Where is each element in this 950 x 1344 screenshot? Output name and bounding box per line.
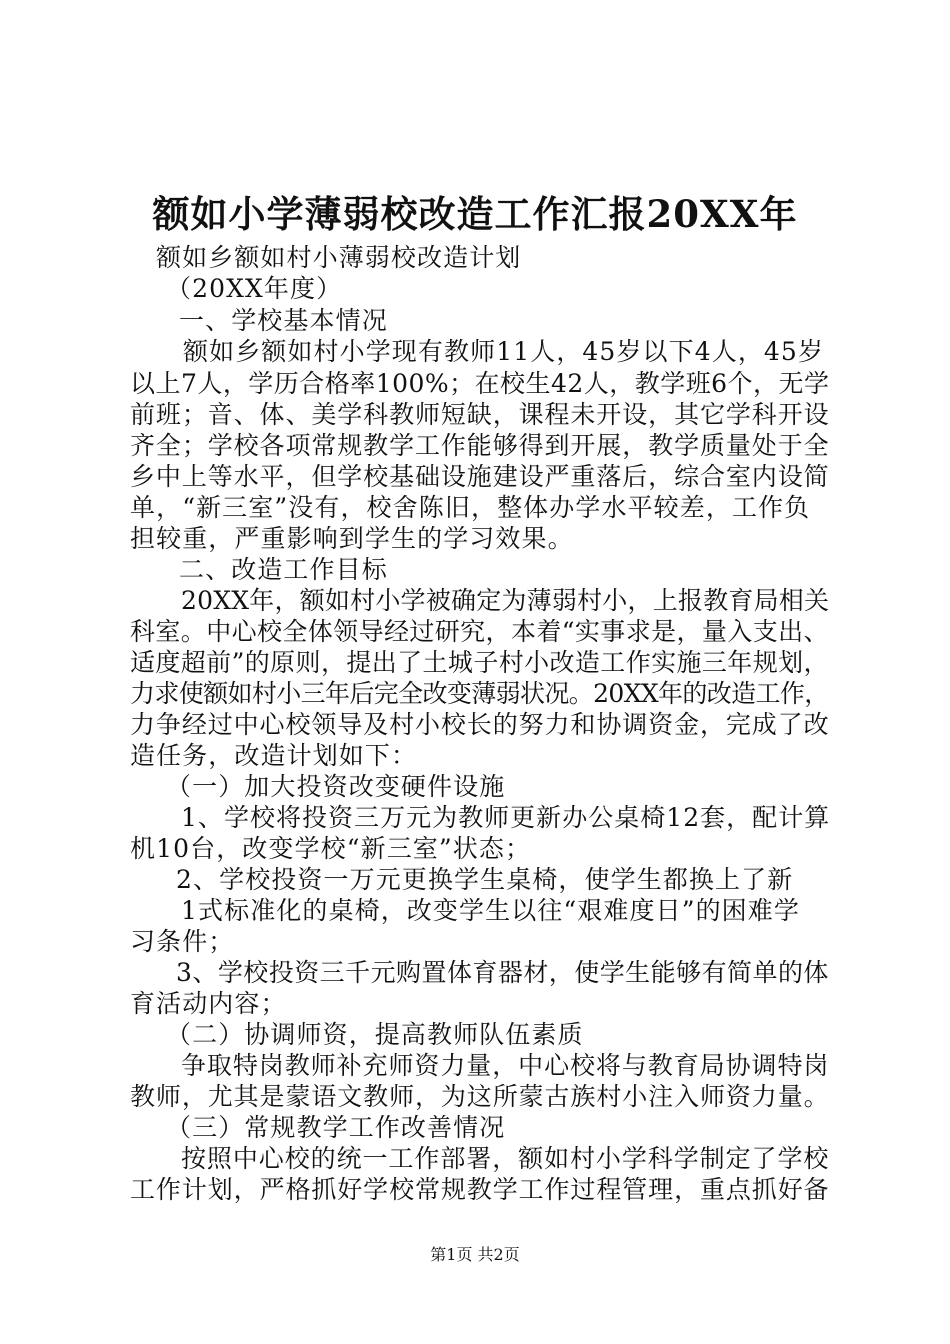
body-line: 20XX年，额如村小学被确定为薄弱村小，上报教育局相关 bbox=[181, 586, 830, 615]
subsection-heading: （一）加大投资改变硬件设施 bbox=[166, 772, 506, 801]
body-line: 育活动内容； bbox=[130, 989, 287, 1018]
body-line: 适度超前”的原则，提出了土城子村小改造工作实施三年规划， bbox=[130, 648, 829, 677]
body-line: 争取特岗教师补充师资力量，中心校将与教育局协调特岗 bbox=[181, 1051, 830, 1080]
document-title: 额如小学薄弱校改造工作汇报20XX年 bbox=[152, 192, 798, 236]
body-line: 科室。中心校全体领导经过研究，本着“实事求是，量入支出、 bbox=[130, 617, 829, 646]
body-line: 习条件； bbox=[130, 927, 235, 956]
body-line: 造任务，改造计划如下： bbox=[130, 741, 418, 770]
body-line: 前班；音、体、美学科教师短缺，课程未开设，其它学科开设 bbox=[130, 400, 830, 429]
body-line: 齐全；学校各项常规教学工作能够得到开展，教学质量处于全 bbox=[130, 431, 830, 460]
body-line: 3、学校投资三千元购置体育器材，使学生能够有简单的体 bbox=[176, 958, 829, 987]
section-heading: 二、改造工作目标 bbox=[179, 555, 388, 584]
body-line: 单，“新三室”没有，校舍陈旧，整体办学水平较差，工作负 bbox=[130, 493, 811, 522]
body-line: 按照中心校的统一工作部署，额如村小学科学制定了学校 bbox=[181, 1144, 830, 1173]
body-line: 工作计划，严格抓好学校常规教学工作过程管理，重点抓好备 bbox=[130, 1175, 830, 1204]
body-line: 乡中上等水平，但学校基础设施建设严重落后，综合室内设简 bbox=[130, 462, 830, 491]
section-heading: 一、学校基本情况 bbox=[179, 306, 388, 335]
body-line: 担较重，严重影响到学生的学习效果。 bbox=[130, 524, 574, 553]
body-line: 1、学校将投资三万元为教师更新办公桌椅12套，配计算 bbox=[181, 803, 831, 832]
body-line: 1式标准化的桌椅，改变学生以往“艰难度日”的困难学 bbox=[181, 896, 800, 925]
page-footer: 第1页 共2页 bbox=[430, 1245, 520, 1264]
subsection-heading: （三）常规教学工作改善情况 bbox=[166, 1113, 506, 1142]
body-line: 以上7人，学历合格率100%；在校生42人，教学班6个，无学 bbox=[130, 369, 830, 398]
body-line: 额如乡额如村小学现有教师11人，45岁以下4人，45岁 bbox=[183, 337, 825, 366]
body-line: 力求使额如村小三年后完全改变薄弱状况。20XX年的改造工作， bbox=[130, 679, 829, 708]
body-line: 力争经过中心校领导及村小校长的努力和协调资金，完成了改 bbox=[130, 710, 830, 739]
body-line: 机10台，改变学校“新三室”状态； bbox=[130, 834, 532, 863]
body-line: 教师，尤其是蒙语文教师，为这所蒙古族村小注入师资力量。 bbox=[130, 1082, 830, 1111]
body-line: 2、学校投资一万元更换学生桌椅，使学生都换上了新 bbox=[176, 865, 794, 894]
subsection-heading: （二）协调师资，提高教师队伍素质 bbox=[166, 1020, 584, 1049]
body-line: 额如乡额如村小薄弱校改造计划 bbox=[156, 243, 522, 272]
body-line: （20XX年度） bbox=[166, 274, 343, 303]
